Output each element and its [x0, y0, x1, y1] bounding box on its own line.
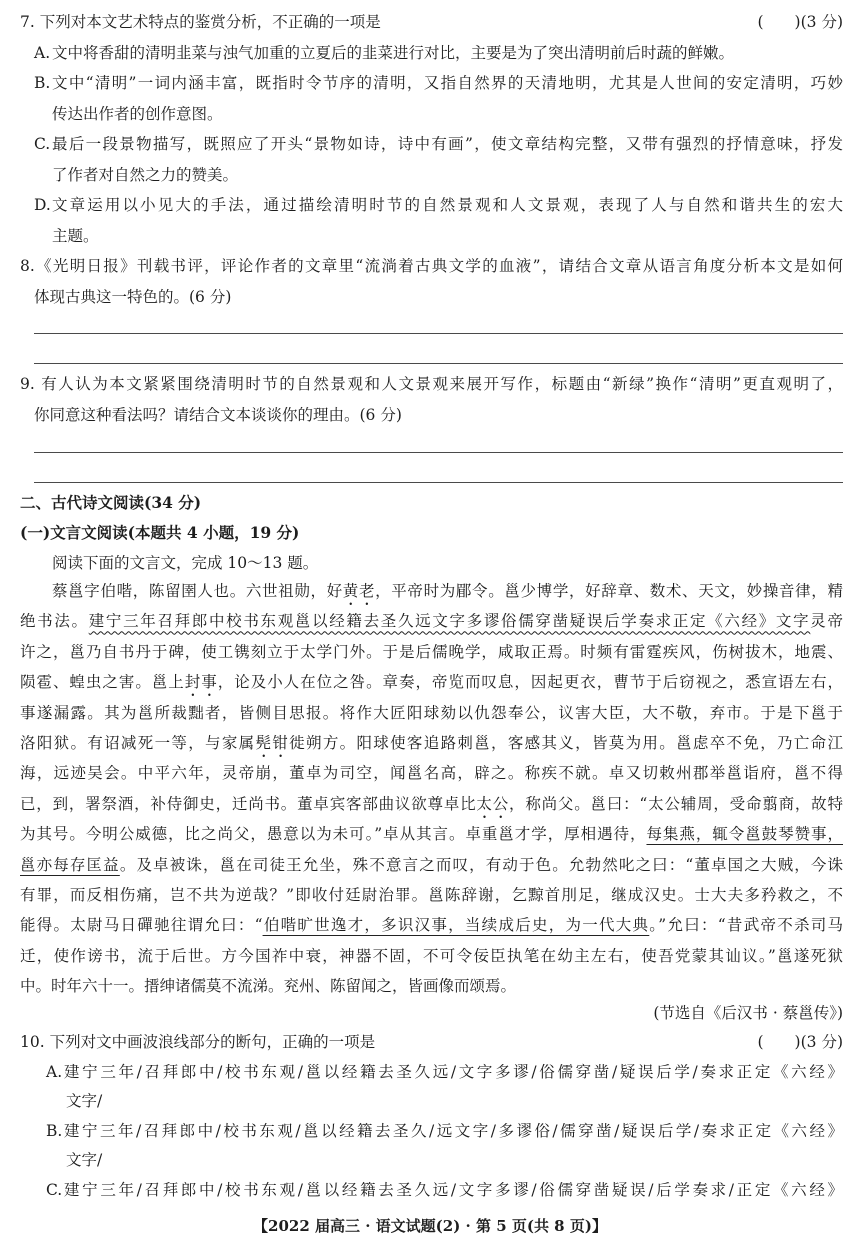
- passage-line: [20, 789, 843, 819]
- passage-text: ，称尚父。邕曰：“太公辅周，受命翦商，故特: [509, 794, 843, 813]
- option-b-continued: 传达出作者的创作意图。: [52, 104, 223, 123]
- option-d: [20, 190, 843, 221]
- questions-7-8: [20, 7, 843, 312]
- passage-line: 事遂漏露。其为邕所裁黜者，皆侧目思报。将作大匠阳球劾以仇怨奉公，议害大臣，大不敬，弃市。于是下邕于: [20, 703, 843, 722]
- option-text: 最后一段景物描写，既照应了开头“景物如诗，诗中有画”，使文章结构完整，又带有强烈的抒情意味，抒发: [52, 135, 843, 153]
- option-b-continued: 文字/: [66, 1151, 103, 1170]
- option-text: 文章运用以小见大的手法，通过描绘清明时节的自然景观和人文景观，表现了人与自然和谐共生的宏大: [52, 196, 843, 214]
- option-a-continued: 文字/: [66, 1092, 103, 1111]
- dotted-term: 太公: [476, 794, 510, 813]
- passage-text: 徙朔方。阳球使客追路刺邕，客感其义，皆莫为用。邕虑卒不免，乃亡命江: [289, 733, 843, 752]
- passage-line: [20, 728, 843, 758]
- option-label: A.: [46, 1062, 63, 1081]
- question-8-stem: 8.《光明日报》刊载书评，评论作者的文章里“流淌着古典文学的血液”，请结合文章从语言角度分析本文是如何: [20, 257, 843, 275]
- answer-line: [34, 452, 843, 453]
- passage-line: [20, 910, 843, 940]
- underlined-sentence: 伯喈旷世逸才，多识汉事，当续成后史，为一代大典: [262, 916, 650, 935]
- dotted-term: 黄老: [342, 582, 376, 600]
- wavy-underlined-sentence: 建宁三年召拜郎中校书东观邕以经籍去圣久远文字多谬俗儒穿凿疑误后学奏求正定《六经》文字: [88, 612, 811, 631]
- section-2-header: [20, 488, 843, 578]
- option-text: 文中将香甜的清明韭菜与浊气加重的立夏后的韭菜进行对比，主要是为了突出清明前后时蔬的鲜嫩。: [52, 43, 735, 62]
- option-text: 建宁三年/召拜郎中/校书东观/邕以经籍去圣久/远文字/多谬俗/儒穿凿/疑误后学/奏求正定《六经》: [64, 1121, 843, 1140]
- subsection-heading: (一)文言文阅读(本题共 4 小题，19 分): [20, 523, 300, 542]
- passage-line: [20, 850, 843, 880]
- option-c: [20, 1176, 843, 1206]
- answer-line: [34, 482, 843, 483]
- passage-text: 蔡邕字伯喈，陈留圉人也。六世祖勋，好: [52, 582, 343, 600]
- answer-bracket: ( ): [757, 13, 801, 31]
- option-text: 文中“清明”一词内涵丰富，既指时令节序的清明，又指自然界的天清地明，尤其是人世间的安定清明，巧妙: [52, 74, 843, 92]
- passage-line: 有罪，而反相伤痛，岂不共为逆哉？”即收付廷尉治罪。邕陈辞谢，乞黥首刖足，继成汉史。士大夫多矜救之，不: [20, 885, 843, 904]
- underlined-sentence: 每集燕，辄令邕鼓琴赞事，: [646, 825, 843, 844]
- passage-line: 迁，使作谤书，流于后世。方今国祚中衰，神器不固，不可令佞臣执笔在幼主左右，使吾党蒙其讪议。”邕遂死狱: [20, 946, 843, 965]
- question-7-answer-mark: [758, 7, 844, 38]
- question-7-stem-row: [20, 7, 843, 38]
- answer-bracket: ( ): [757, 1033, 801, 1051]
- option-d-continued: 主题。: [52, 226, 99, 245]
- question-7-stem: 7. 下列对本文艺术特点的鉴赏分析，不正确的一项是: [20, 13, 381, 31]
- option-c-continued: 了作者对自然之力的赞美。: [52, 165, 239, 184]
- option-label: C.: [34, 135, 51, 153]
- passage-source: (节选自《后汉书 · 蔡邕传》): [653, 1004, 843, 1022]
- option-text: 建宁三年/召拜郎中/校书东观/邕以经籍去圣久远/文字多谬/俗儒穿凿/疑误后学/奏求正定《六经》: [64, 1062, 843, 1081]
- passage-line: [20, 819, 843, 849]
- answer-line: [34, 333, 843, 334]
- underlined-sentence: 邕亦每存匡益: [20, 855, 120, 874]
- passage-text: 陨雹、蝗虫之害。邕上: [20, 673, 185, 692]
- question-9-stem-continued: 你同意这种看法吗？请结合文本谈谈你的理由。(6 分): [34, 405, 402, 424]
- option-c: [20, 129, 843, 160]
- option-b: [20, 1117, 843, 1147]
- option-a: [20, 38, 843, 69]
- passage-line: 海，远迹吴会。中平六年，灵帝崩，董卓为司空，闻邕名高，辟之。称疾不就。卓又切敕州郡举邕诣府，邕不得: [20, 764, 843, 783]
- passage-line: 许之，邕乃自书丹于碑，使工镌刻立于太学门外。于是后儒晚学，咸取正焉。时频有雷霆疾风，伤树拔木，地震、: [20, 642, 843, 661]
- passage-text: 已，到，署祭酒，补侍御史，迁尚书。董卓宾客部曲议欲尊卓比: [20, 794, 477, 813]
- score-label: (3 分): [800, 1033, 843, 1051]
- option-b: [20, 68, 843, 99]
- passage-text: 为其号。今明公威德，比之尚父，愚意以为未可。”卓从其言。卓重邕才学，厚相遇待，: [20, 825, 647, 844]
- passage-text: 洛阳狱。有诏减死一等，与家属: [20, 733, 256, 752]
- passage-text: 绝书法。: [20, 612, 89, 631]
- question-10-stem: 10. 下列对文中画波浪线部分的断句，正确的一项是: [20, 1033, 376, 1051]
- passage-text: 。及卓被诛，邕在司徒王允坐，殊不意言之而叹，有动于色。允勃然叱之曰：“董卓国之大贼，今诛: [119, 855, 843, 874]
- passage-line: [20, 667, 843, 697]
- option-label: C.: [46, 1180, 63, 1199]
- passage-line: 中。时年六十一。搢绅诸儒莫不流涕。兖州、陈留闻之，皆画像而颂焉。: [20, 977, 517, 996]
- question-8-stem-continued: 体现古典这一特色的。(6 分): [34, 287, 232, 306]
- page-footer: 【2022 届高三 · 语文试题(2) · 第 5 页(共 8 页)】: [253, 1217, 607, 1235]
- passage-line: [20, 576, 843, 606]
- question-9-stem: 9. 有人认为本文紧紧围绕清明时节的自然景观和人文景观来展开写作，标题由“新绿”换作“清明”更直观明了，: [20, 375, 843, 393]
- option-label: B.: [46, 1121, 63, 1140]
- question-10-answer-mark: [758, 1028, 844, 1058]
- option-text: 建宁三年/召拜郎中/校书东观/邕以经籍去圣久远/文字多谬/俗儒穿凿疑误/后学奏求/正定《六经》: [64, 1180, 843, 1199]
- option-label: B.: [34, 74, 51, 92]
- answer-line: [34, 363, 843, 364]
- dotted-term: 髡钳: [255, 733, 290, 752]
- score-label: (3 分): [800, 13, 843, 31]
- passage-text: 。”允曰：“昔武帝不杀司马: [649, 916, 843, 935]
- dotted-term: 封事: [184, 673, 218, 692]
- passage-line: [20, 606, 843, 636]
- passage-text: 灵帝: [810, 612, 843, 631]
- passage-text: 能得。太尉马日磾驰往谓允曰：“: [20, 916, 263, 935]
- passage-text: ，论及小人在位之咎。章奏，帝览而叹息，因起更衣，曹节于后窃视之，悉宣语左右，: [217, 673, 843, 692]
- option-label: A.: [34, 43, 51, 62]
- question-10-stem-row: [20, 1028, 843, 1058]
- classical-passage: [20, 576, 843, 1001]
- reading-instruction: 阅读下面的文言文，完成 10～13 题。: [52, 554, 319, 572]
- option-a: [20, 1058, 843, 1088]
- section-heading: 二、古代诗文阅读(34 分): [20, 493, 202, 512]
- question-10: [20, 1028, 843, 1206]
- question-9: [20, 369, 843, 430]
- option-label: D.: [34, 196, 51, 214]
- passage-text: ，平帝时为郿令。邕少博学，好辞章、数术、天文，妙操音律，精: [375, 582, 843, 600]
